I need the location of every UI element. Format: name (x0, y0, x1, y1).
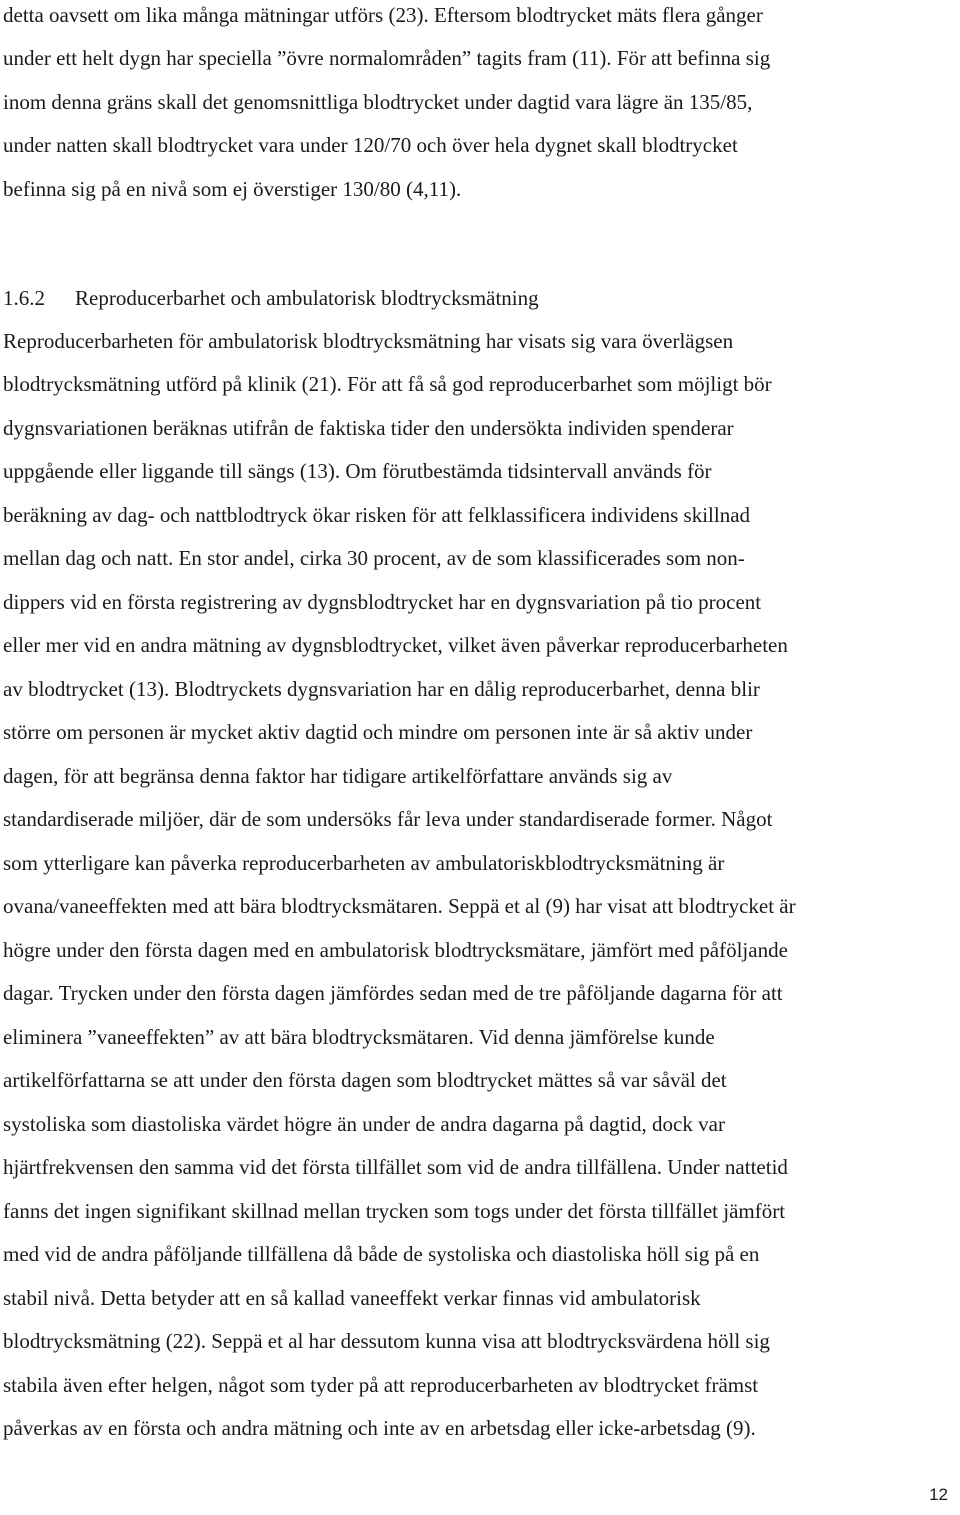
text-line: eliminera ”vaneeffekten” av att bära blodtrycksmätaren. Vid denna jämförelse kunde (3, 1025, 715, 1049)
text-line: hjärtfrekvensen den samma vid det första tillfället som vid de andra tillfällena. Under nattetid (3, 1155, 788, 1179)
text-line: artikelförfattarna se att under den första dagen som blodtrycket mättes så var såväl det (3, 1068, 727, 1092)
text-line: beräkning av dag- och nattblodtryck ökar risken för att felklassificera individens skillnad (3, 503, 751, 527)
section-title: Reproducerbarhet och ambulatorisk blodtrycksmätning (75, 286, 539, 310)
section-heading (3, 285, 539, 311)
text-line: dagen, för att begränsa denna faktor har tidigare artikelförfattare används sig av (3, 764, 673, 788)
text-line: fanns det ingen signifikant skillnad mellan trycken som togs under det första tillfället jämfört (3, 1199, 786, 1223)
page-number: 12 (929, 1485, 948, 1504)
text-line: under natten skall blodtrycket vara under 120/70 och över hela dygnet skall blodtrycket (3, 133, 738, 157)
text-line: högre under den första dagen med en ambulatorisk blodtrycksmätare, jämfört med påföljande (3, 938, 788, 962)
text-line: ovana/vaneeffekten med att bära blodtrycksmätaren. Seppä et al (9) har visat att blodtrycket är (3, 894, 796, 918)
text-line: systoliska som diastoliska värdet högre än under de andra dagarna på dagtid, dock var (3, 1112, 725, 1136)
text-line: uppgående eller liggande till sängs (13). Om förutbestämda tidsintervall används för (3, 459, 712, 483)
text-line: dygnsvariationen beräknas utifrån de faktiska tider den undersökta individen spenderar (3, 416, 734, 440)
text-line: påverkas av en första och andra mätning och inte av en arbetsdag eller icke-arbetsdag (9). (3, 1416, 756, 1440)
text-line: stabila även efter helgen, något som tyder på att reproducerbarheten av blodtrycket främst (3, 1373, 759, 1397)
text-line: stabil nivå. Detta betyder att en så kallad vaneeffekt verkar finnas vid ambulatorisk (3, 1286, 701, 1310)
text-line: standardiserade miljöer, där de som undersöks får leva under standardiserade former. Något (3, 807, 773, 831)
section-number: 1.6.2 (3, 286, 45, 310)
text-line: mellan dag och natt. En stor andel, cirka 30 procent, av de som klassificerades som non- (3, 546, 745, 570)
text-line: dippers vid en första registrering av dygnsblodtrycket har en dygnsvariation på tio procent (3, 590, 762, 614)
text-line: med vid de andra påföljande tillfällena då både de systoliska och diastoliska höll sig på en (3, 1242, 760, 1266)
text-line: under ett helt dygn har speciella ”övre normalområden” tagits fram (11). För att befinna sig (3, 46, 771, 70)
text-line: befinna sig på en nivå som ej överstiger 130/80 (4,11). (3, 177, 462, 201)
text-line: Reproducerbarheten för ambulatorisk blodtrycksmätning har visats sig vara överlägsen (3, 329, 734, 353)
text-line: dagar. Trycken under den första dagen jämfördes sedan med de tre påföljande dagarna för att (3, 981, 783, 1005)
text-line: detta oavsett om lika många mätningar utförs (23). Eftersom blodtrycket mäts flera gånger (3, 3, 763, 27)
text-line: blodtrycksmätning utförd på klinik (21). För att få så god reproducerbarhet som möjligt bör (3, 372, 772, 396)
text-line: inom denna gräns skall det genomsnittliga blodtrycket under dagtid vara lägre än 135/85, (3, 90, 753, 114)
text-line: blodtrycksmätning (22). Seppä et al har dessutom kunna visa att blodtrycksvärdena höll sig (3, 1329, 770, 1353)
text-line: större om personen är mycket aktiv dagtid och mindre om personen inte är så aktiv under (3, 720, 753, 744)
text-line: som ytterligare kan påverka reproducerbarheten av ambulatoriskblodtrycksmätning är (3, 851, 725, 875)
text-line: eller mer vid en andra mätning av dygnsblodtrycket, vilket även påverkar reproducerbarheten (3, 633, 788, 657)
text-line: av blodtrycket (13). Blodtryckets dygnsvariation har en dålig reproducerbarhet, denna blir (3, 677, 760, 701)
